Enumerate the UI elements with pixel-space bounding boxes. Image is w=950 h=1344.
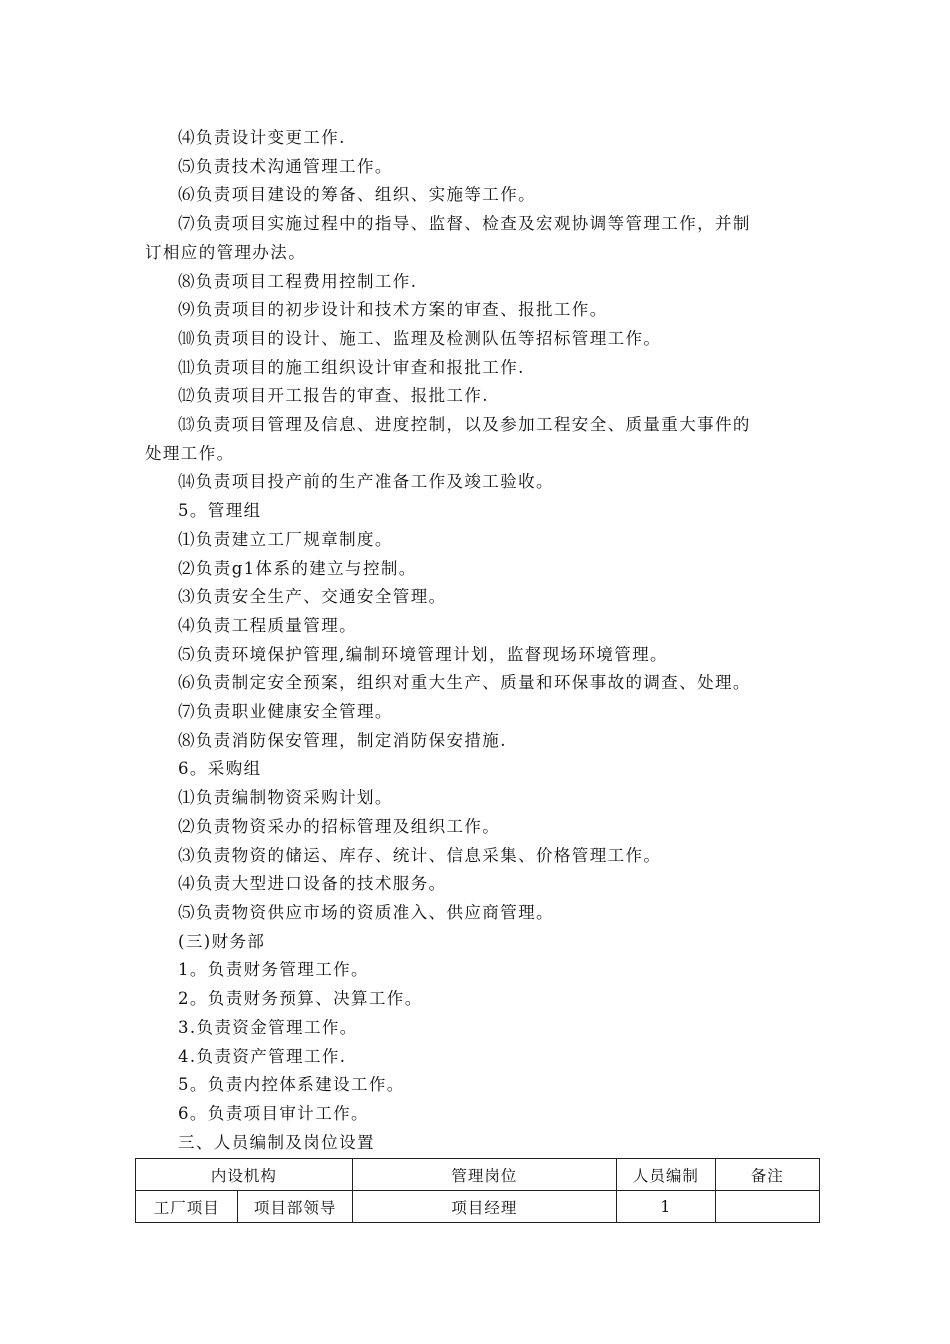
list-item: ⑾负责项目的施工组织设计审查和报批工作. xyxy=(178,357,525,377)
list-item: ⑶负责安全生产、交通安全管理。 xyxy=(178,587,447,607)
list-item: ⑶负责物资的储运、库存、统计、信息采集、价格管理工作。 xyxy=(178,845,662,865)
section-heading: (三)财务部 xyxy=(178,931,266,951)
list-item: ⑸负责技术沟通管理工作。 xyxy=(178,156,393,176)
list-item: 3.负责资金管理工作。 xyxy=(178,1017,358,1037)
header-org: 内设机构 xyxy=(136,1159,353,1191)
cell-position: 项目经理 xyxy=(352,1191,616,1223)
list-item: 5。负责内控体系建设工作。 xyxy=(178,1075,405,1095)
body-text xyxy=(145,124,810,1157)
list-item: ⑹负责项目建设的筹备、组织、实施等工作。 xyxy=(178,185,536,205)
table-header-row xyxy=(136,1159,820,1191)
list-item: ⑼负责项目的初步设计和技术方案的审查、报批工作。 xyxy=(178,300,608,320)
header-headcount: 人员编制 xyxy=(617,1159,715,1191)
list-item: ⑺负责职业健康安全管理。 xyxy=(178,702,393,722)
list-item: ⑺负责项目实施过程中的指导、监督、检查及宏观协调等管理工作，并制 xyxy=(178,214,751,234)
list-item: ⑴负责编制物资采购计划。 xyxy=(178,788,393,808)
cell-dept: 项目部领导 xyxy=(238,1191,352,1223)
list-item: ⑽负责项目的设计、施工、监理及检测队伍等招标管理工作。 xyxy=(178,328,662,348)
cell-remarks xyxy=(715,1191,819,1223)
header-remarks: 备注 xyxy=(715,1159,819,1191)
section-heading: 5。管理组 xyxy=(178,501,262,521)
list-item-continuation: 处理工作。 xyxy=(145,443,235,463)
list-item: ⒀负责项目管理及信息、进度控制，以及参加工程安全、质量重大事件的 xyxy=(178,415,751,435)
list-item: ⑴负责建立工厂规章制度。 xyxy=(178,529,393,549)
cell-unit: 工厂项目 xyxy=(136,1191,238,1223)
header-position: 管理岗位 xyxy=(352,1159,616,1191)
list-item: 1。负责财务管理工作。 xyxy=(178,960,369,980)
list-item: ⑷负责工程质量管理。 xyxy=(178,615,357,635)
list-item: ⑵负责物资采办的招标管理及组织工作。 xyxy=(178,816,501,836)
list-item: ⑿负责项目开工报告的审查、报批工作. xyxy=(178,386,489,406)
list-item: 6。负责项目审计工作。 xyxy=(178,1103,369,1123)
list-item: ⑻负责消防保安管理，制定消防保安措施. xyxy=(178,730,507,750)
list-item: ⑷负责大型进口设备的技术服务。 xyxy=(178,874,447,894)
chapter-heading: 三、人员编制及岗位设置 xyxy=(178,1132,375,1152)
section-heading: 6。采购组 xyxy=(178,759,262,779)
list-item: ⑵负责g1体系的建立与控制。 xyxy=(178,558,417,578)
list-item: 2。负责财务预算、决算工作。 xyxy=(178,989,423,1009)
list-item: ⑹负责制定安全预案，组织对重大生产、质量和环保事故的调查、处理。 xyxy=(178,673,751,693)
list-item: ⑻负责项目工程费用控制工作. xyxy=(178,271,418,291)
table-row xyxy=(136,1191,820,1223)
list-item: ⑸负责物资供应市场的资质准入、供应商管理。 xyxy=(178,902,554,922)
list-item: ⑷负责设计变更工作. xyxy=(178,128,346,147)
list-item-continuation: 订相应的管理办法。 xyxy=(145,242,307,262)
staffing-table xyxy=(135,1158,820,1223)
list-item: 4.负责资产管理工作. xyxy=(178,1046,347,1066)
list-item: ⑸负责环境保护管理,编制环境管理计划，监督现场环境管理。 xyxy=(178,644,668,664)
list-item: ⒁负责项目投产前的生产准备工作及竣工验收。 xyxy=(178,472,554,492)
cell-headcount: 1 xyxy=(617,1191,715,1223)
